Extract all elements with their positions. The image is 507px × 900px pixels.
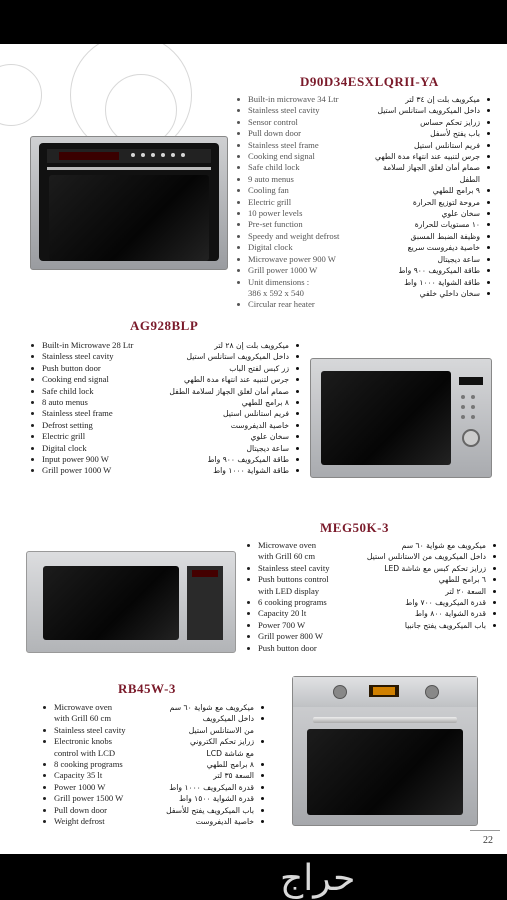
- feature-item: Push buttons control: [246, 574, 330, 585]
- door-handle: [313, 717, 457, 723]
- feature-item-ar: باب الميكرويف يفتح للأسفل: [140, 805, 265, 816]
- feature-item: Digital clock: [30, 443, 133, 454]
- button-icon: [471, 395, 475, 399]
- feature-item: Push button door: [30, 363, 133, 374]
- feature-item-ar: خاصية ديفروست سريع: [361, 242, 491, 253]
- feature-item-ar: طاقة الشواية ١٠٠٠ واط: [361, 277, 491, 288]
- feature-item-ar: قدرة الميكرويف ١٠٠٠ واط: [140, 782, 265, 793]
- feature-list-ar: [357, 540, 497, 631]
- feature-item: Grill power 1000 W: [30, 465, 133, 476]
- feature-item-ar: السعة ٣٥ لتر: [140, 770, 265, 781]
- feature-item-ar: مع شاشة LCD: [206, 748, 254, 758]
- product-image-oven: [292, 676, 478, 826]
- feature-item-ar: خاصية الديفروست: [140, 816, 265, 827]
- feature-item: Stainless steel cavity: [236, 105, 339, 116]
- feature-item-ar: زرايز تحكم حساس: [361, 117, 491, 128]
- product-image-oven: [310, 358, 492, 478]
- feature-item-ar: سخان داخلي خلفي: [361, 288, 491, 299]
- feature-list-ar: [150, 340, 300, 477]
- feature-item: Safe child lock: [236, 162, 339, 173]
- page-number: 22: [483, 835, 493, 846]
- feature-item: Pre-set function: [236, 219, 339, 230]
- feature-item-ar: ميكرويف مع شواية ٦٠ سم: [140, 702, 265, 713]
- feature-item: Grill power 800 W: [246, 631, 330, 642]
- feature-item: Electronic knobs: [42, 736, 126, 747]
- feature-list-en: [30, 340, 133, 477]
- catalog-page: [0, 44, 507, 854]
- feature-item: Defrost setting: [30, 420, 133, 431]
- feature-item: Stainless steel cavity: [246, 563, 330, 574]
- feature-item: Cooling fan: [236, 185, 339, 196]
- feature-item: 386 x 592 x 540: [248, 287, 304, 298]
- door-window: [43, 566, 179, 640]
- button-icon: [461, 395, 465, 399]
- feature-item-ar: باب يفتح لأسفل: [361, 128, 491, 139]
- feature-item-ar: مروحة لتوزيع الحرارة: [361, 197, 491, 208]
- button-icon: [131, 153, 135, 157]
- button-icon: [171, 153, 175, 157]
- feature-list-en: [236, 94, 339, 311]
- button-icon: [141, 153, 145, 157]
- button-icon: [151, 153, 155, 157]
- feature-item-ar: وظيفة الضبط المسبق: [361, 231, 491, 242]
- button-icon: [181, 153, 185, 157]
- feature-item: with LED display: [258, 585, 320, 596]
- feature-item: Electric grill: [236, 197, 339, 208]
- feature-item-ar: فريم استانلس استيل: [361, 140, 491, 151]
- product-image-oven: [30, 136, 228, 270]
- product-model: D90D34ESXLQRII-YA: [300, 74, 439, 89]
- feature-item: Pull down door: [236, 128, 339, 139]
- feature-item: Stainless steel frame: [236, 140, 339, 151]
- feature-item-ar: طاقة الشواية ١٠٠٠ واط: [150, 465, 300, 476]
- feature-item-ar: قدرة الشواية ٨٠٠ واط: [357, 608, 497, 619]
- feature-item-ar: ميكرويف بلت إن ٢٨ لتر: [150, 340, 300, 351]
- feature-item-ar: ميكرويف مع شواية ٦٠ سم: [357, 540, 497, 551]
- feature-item: Push button door: [246, 643, 330, 654]
- feature-item: 10 power levels: [236, 208, 339, 219]
- feature-item-ar: فريم استانلس استيل: [150, 408, 300, 419]
- feature-item-ar: قدرة الميكرويف ٧٠٠ واط: [357, 597, 497, 608]
- feature-item-ar: داخل الميكرويف استانلس استيل: [150, 351, 300, 362]
- feature-item-ar: داخل الميكرويف استانلس استيل: [361, 105, 491, 116]
- button-icon: [471, 405, 475, 409]
- feature-item: with Grill 60 cm: [54, 713, 112, 724]
- feature-item: Unit dimensions :: [236, 277, 339, 288]
- door-window: [49, 175, 209, 261]
- feature-item: Digital clock: [236, 242, 339, 253]
- feature-item-ar: من الاستانلس استيل: [188, 725, 254, 735]
- feature-item: Cooking end signal: [236, 151, 339, 162]
- feature-item-ar: سخان علوي: [150, 431, 300, 442]
- feature-item-ar: زرايز تحكم كبس مع شاشة LED: [357, 563, 497, 574]
- feature-item: Stainless steel frame: [30, 408, 133, 419]
- decor-circle: [0, 64, 42, 126]
- feature-item: Stainless steel cavity: [42, 725, 126, 736]
- feature-item-ar: ميكرويف بلت إن ٣٤ لتر: [361, 94, 491, 105]
- display: [192, 570, 218, 577]
- feature-item: Microwave power 900 W: [236, 254, 339, 265]
- button-icon: [161, 153, 165, 157]
- feature-item-ar: ٨ برامج للطهي: [150, 397, 300, 408]
- feature-item-ar: السعة ٢٠ لتر: [357, 586, 497, 597]
- feature-list-ar: [361, 94, 491, 299]
- feature-item: Grill power 1000 W: [236, 265, 339, 276]
- feature-item-ar: جرس لتنبيه عند انتهاء مدة الطهي: [361, 151, 491, 162]
- feature-item-ar: طاقة الميكرويف ٩٠٠ واط: [150, 454, 300, 465]
- display-digits: [373, 687, 395, 695]
- feature-item: Stainless steel cavity: [30, 351, 133, 362]
- product-image-oven: [26, 551, 236, 653]
- knob-icon: [425, 685, 439, 699]
- page-divider: [470, 830, 500, 831]
- door-window: [307, 729, 463, 815]
- feature-item: Sensor control: [236, 117, 339, 128]
- feature-item: Built-in microwave 34 Ltr: [236, 94, 339, 105]
- feature-item-ar: سخان علوي: [361, 208, 491, 219]
- button-icon: [471, 415, 475, 419]
- feature-item: Circular rear heater: [236, 299, 339, 310]
- feature-item-ar: خاصية الديفروست: [150, 420, 300, 431]
- feature-item-ar: ١٠ مستويات للحرارة: [361, 219, 491, 230]
- feature-item-ar: زرايز تحكم الكتروني: [140, 736, 265, 747]
- feature-item-ar: ساعة ديجيتال: [361, 254, 491, 265]
- feature-item: Grill power 1500 W: [42, 793, 126, 804]
- feature-list-en: [42, 702, 126, 827]
- feature-item: Speedy and weight defrost: [236, 231, 339, 242]
- display: [59, 152, 119, 160]
- display: [459, 377, 483, 385]
- feature-item: Built-in Microwave 28 Ltr: [30, 340, 133, 351]
- knob-icon: [333, 685, 347, 699]
- feature-item-ar: جرس لتنبيه عند انتهاء مدة الطهي: [150, 374, 300, 385]
- feature-item-ar: صمام أمان لغلق الجهاز لسلامة الطفل: [150, 386, 300, 397]
- feature-item-ar: ٨ برامج للطهي: [140, 759, 265, 770]
- feature-item: control with LCD: [54, 747, 116, 758]
- feature-item-ar: زر كبس لفتح الباب: [150, 363, 300, 374]
- product-model: MEG50K-3: [320, 520, 389, 535]
- feature-item-ar: داخل الميكرويف: [140, 713, 265, 724]
- feature-item: Input power 900 W: [30, 454, 133, 465]
- button-icon: [461, 405, 465, 409]
- feature-item: Microwave oven: [246, 540, 330, 551]
- feature-item-ar: صمام أمان لغلق الجهاز لسلامة: [361, 162, 491, 173]
- feature-item-ar: طاقة الميكرويف ٩٠٠ واط: [361, 265, 491, 276]
- feature-item-ar: الطفل: [459, 174, 480, 184]
- feature-item: Safe child lock: [30, 386, 133, 397]
- feature-item: Weight defrost: [42, 816, 126, 827]
- feature-item: Cooking end signal: [30, 374, 133, 385]
- feature-list-ar: [140, 702, 265, 827]
- feature-item: Capacity 35 lt: [42, 770, 126, 781]
- feature-item-ar: ساعة ديجيتال: [150, 443, 300, 454]
- feature-item: 9 auto menus: [236, 174, 339, 185]
- knob-icon: [462, 429, 480, 447]
- watermark-logo: حراج: [280, 858, 356, 899]
- feature-item: Power 1000 W: [42, 782, 126, 793]
- feature-item: Electric grill: [30, 431, 133, 442]
- product-model: RB45W-3: [118, 681, 176, 696]
- door-handle: [47, 167, 211, 170]
- button-icon: [461, 415, 465, 419]
- feature-item-ar: قدرة الشواية ١٥٠٠ واط: [140, 793, 265, 804]
- feature-item: Microwave oven: [42, 702, 126, 713]
- feature-item-ar: ٦ برامج للطهي: [357, 574, 497, 585]
- feature-item: 8 cooking programs: [42, 759, 126, 770]
- feature-item: Capacity 20 lt: [246, 608, 330, 619]
- feature-list-en: [246, 540, 330, 654]
- product-model: AG928BLP: [130, 318, 199, 333]
- door-window: [321, 371, 451, 465]
- feature-item: 8 auto menus: [30, 397, 133, 408]
- feature-item: 6 cooking programs: [246, 597, 330, 608]
- control-panel: [187, 566, 223, 640]
- feature-item: Pull down door: [42, 805, 126, 816]
- feature-item-ar: داخل الميكرويف من الاستانلس استيل: [357, 551, 497, 562]
- feature-item-ar: باب الميكرويف يفتح جانبيا: [357, 620, 497, 631]
- feature-item: with Grill 60 cm: [258, 551, 316, 562]
- feature-item-ar: ٩ برامج للطهي: [361, 185, 491, 196]
- feature-item: Power 700 W: [246, 620, 330, 631]
